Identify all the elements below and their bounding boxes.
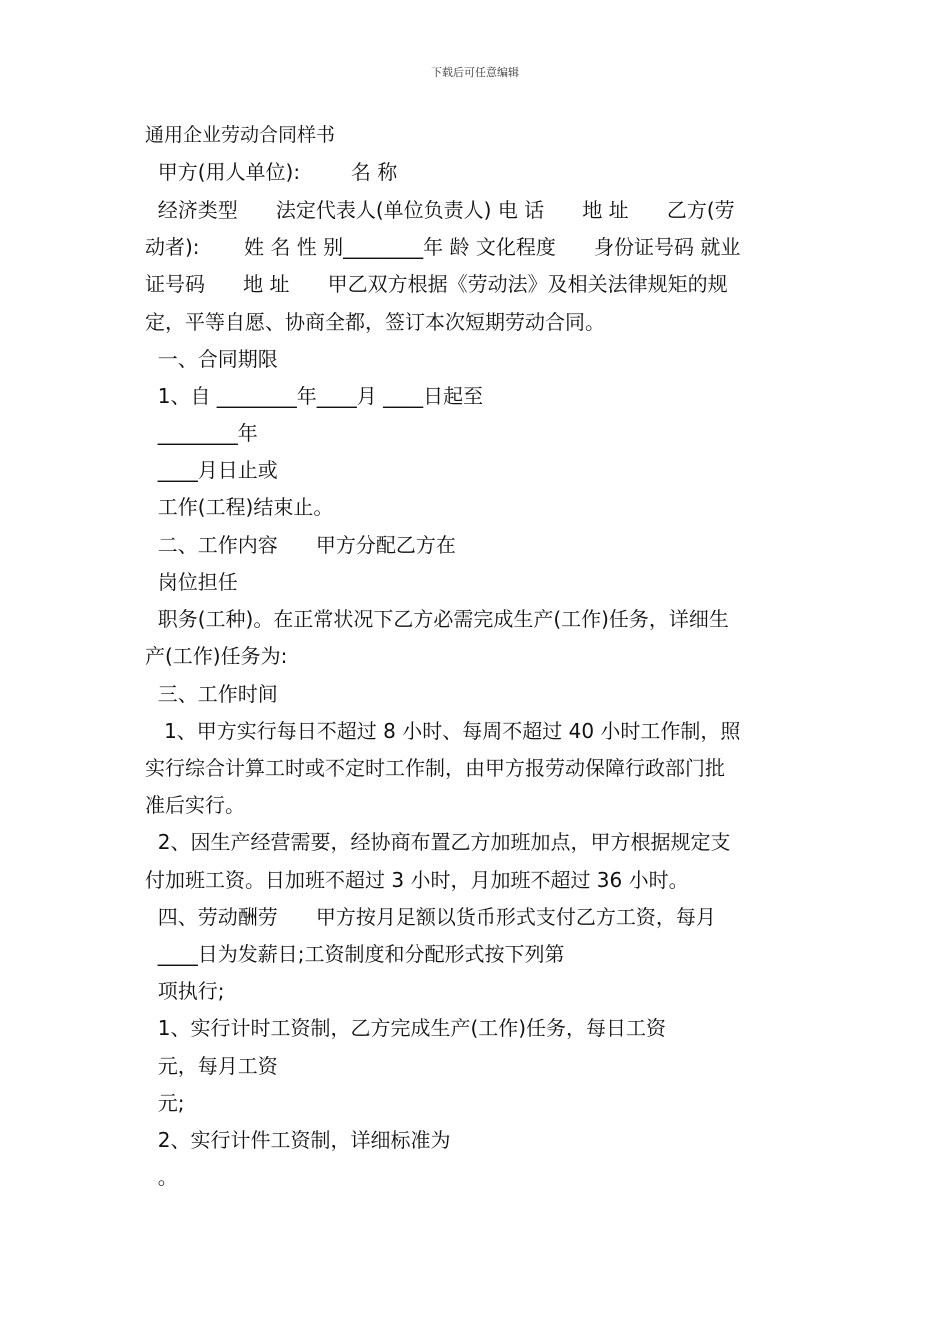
section-heading: 三、工作时间 xyxy=(145,682,278,706)
text-line: 岗位担任 xyxy=(145,570,238,594)
text-line: 产(工作)任务为: xyxy=(145,644,288,668)
header-note: 下载后可任意编辑 xyxy=(431,66,519,79)
text-line: 准后实行。 xyxy=(145,793,245,817)
text-line: 2、因生产经营需要，经协商布置乙方加班加点，甲方根据规定支 xyxy=(145,830,731,854)
section-heading: 二、工作内容 甲方分配乙方在 xyxy=(145,533,456,557)
text-line: 1、实行计时工资制，乙方完成生产(工作)任务，每日工资 xyxy=(145,1016,667,1040)
text-line: 项执行; xyxy=(145,979,225,1003)
text-line: 2、实行计件工资制，详细标准为 xyxy=(145,1128,451,1152)
section-heading: 四、劳动酬劳 甲方按月足额以货币形式支付乙方工资，每月 xyxy=(145,905,716,929)
text-line: 工作(工程)结束止。 xyxy=(145,495,334,519)
text-line: 经济类型 法定代表人(单位负责人) 电 话 地 址 乙方(劳 xyxy=(145,198,735,222)
text-line: ____月日止或 xyxy=(145,458,278,482)
text-line: 付加班工资。日加班不超过 3 小时，月加班不超过 36 小时。 xyxy=(145,868,689,892)
text-line: 证号码 地 址 甲乙双方根据《劳动法》及相关法律规矩的规 xyxy=(145,272,728,296)
text-line: 元，每月工资 xyxy=(145,1054,278,1078)
text-line: 1、自 ________年____月 ____日起至 xyxy=(145,384,484,408)
text-line: ________年 xyxy=(145,421,258,445)
text-line: 甲方(用人单位): 名 称 xyxy=(145,160,398,184)
section-heading: 一、合同期限 xyxy=(145,347,278,371)
text-line: 。 xyxy=(145,1165,178,1189)
text-line: 职务(工种)。在正常状况下乙方必需完成生产(工作)任务，详细生 xyxy=(145,607,729,631)
document-title: 通用企业劳动合同样书 xyxy=(145,124,336,146)
text-line: ____日为发薪日;工资制度和分配形式按下列第 xyxy=(145,942,565,966)
text-line: 定，平等自愿、协商全都，签订本次短期劳动合同。 xyxy=(145,310,605,334)
text-line: 1、甲方实行每日不超过 8 小时、每周不超过 40 小时工作制，照 xyxy=(145,719,741,743)
text-line: 动者): 姓 名 性 别________年 龄 文化程度 身份证号码 就业 xyxy=(145,235,741,259)
text-line: 元; xyxy=(145,1091,185,1115)
text-line: 实行综合计算工时或不定时工作制，由甲方报劳动保障行政部门批 xyxy=(145,756,725,780)
